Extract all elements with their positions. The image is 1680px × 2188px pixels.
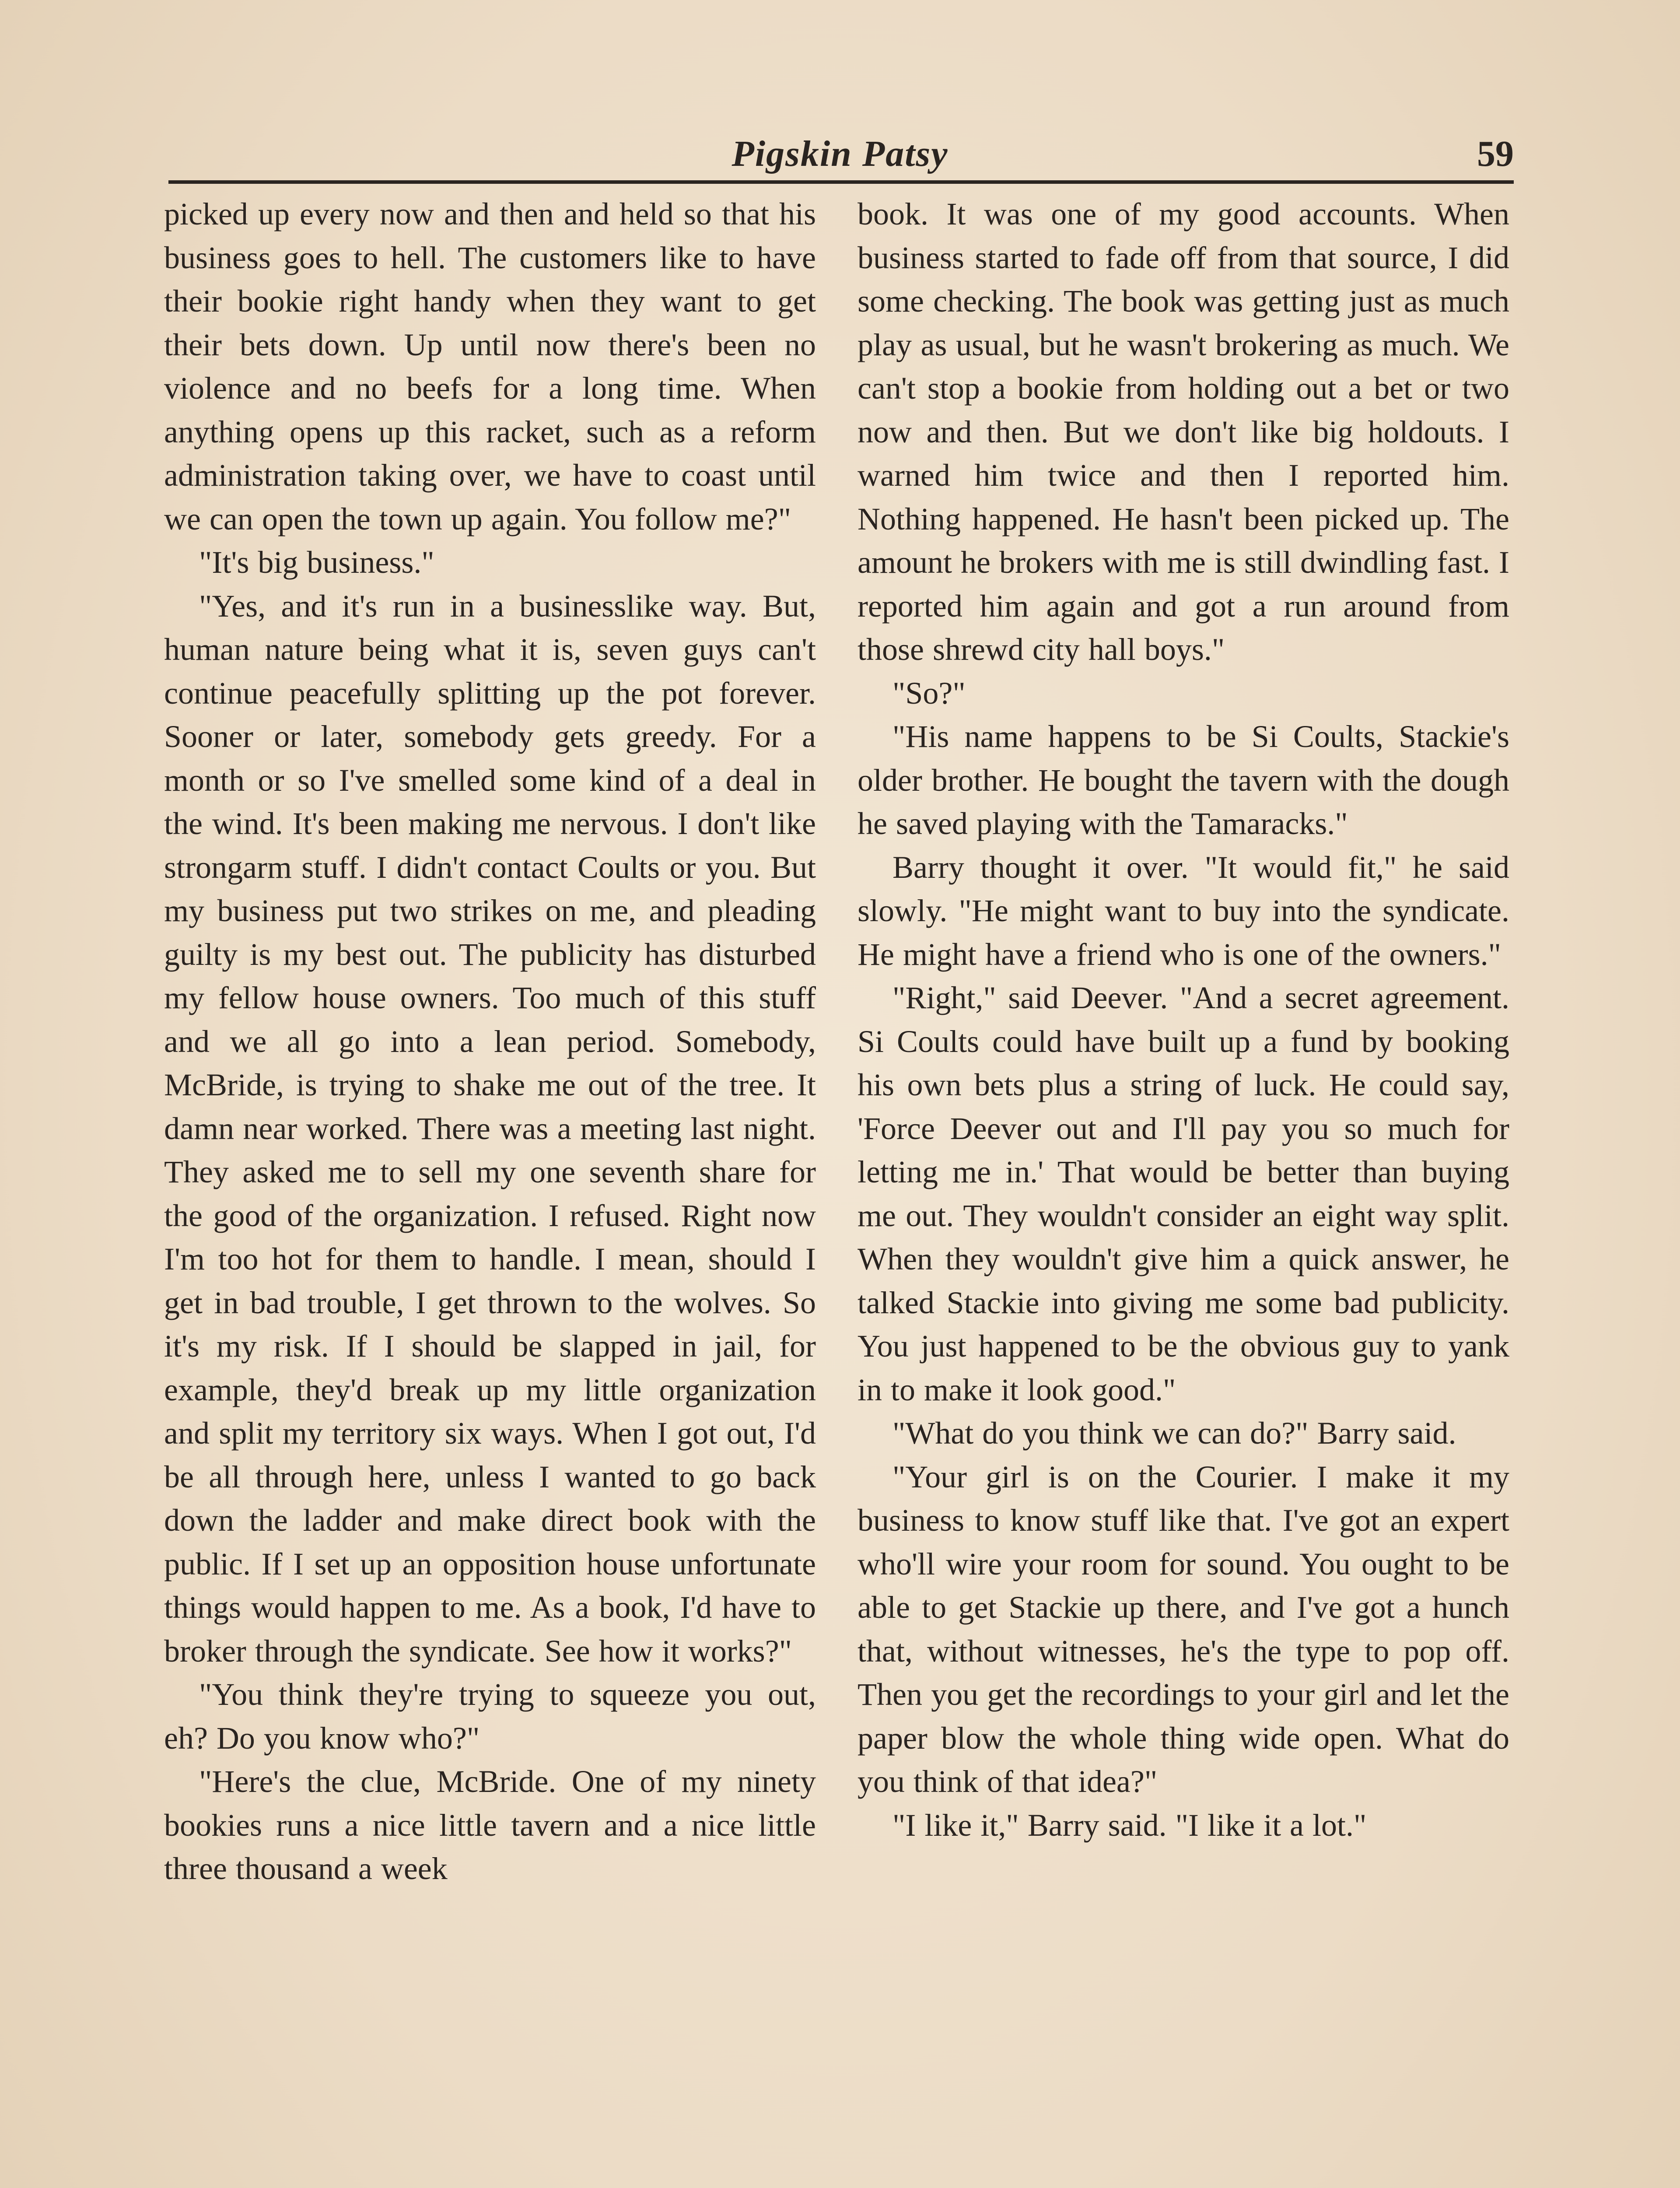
paragraph: "I like it," Barry said. "I like it a lot." — [892, 1807, 1367, 1843]
paragraph: "What do you think we can do?" Barry said. — [892, 1416, 1456, 1451]
header-rule — [168, 180, 1514, 184]
paragraph: "Yes, and it's run in a businesslike way. But, human nature being what it is, seven guys can't continue peacefully splitting up the pot forever. Sooner or later, somebody gets greedy. For a month or so I've smelled some kind of a deal in the wind. It's been making me nervous. I don't like strongarm stuff. I didn't contact Coults or you. But my business put two strikes on me, and pleading guilty is my best out. The publicity has disturbed my fellow house owners. Too much of this stuff and we all go into a lean period. Somebody, McBride, is trying to shake me out of the tree. It damn near worked. There was a meeting last night. They asked me to sell my one seventh share for the good of the organization. I refused. Right now I'm too hot for them to handle. I mean, should I get in bad trouble, I get thrown to the wolves. So it's my risk. If I should be slapped in jail, for example, they'd break up my little organization and split my territory six ways. When I got out, I'd be all through here, unless I wanted to go back down the ladder and make direct book with the public. If I set up an opposition house unfortunate things would happen to me. As a book, I'd have to broker through the syndicate. See how it works?" — [164, 588, 816, 1669]
paragraph: "Here's the clue, McBride. One of my ninety bookies runs a nice little tavern and a nice little three thousand a week — [164, 1764, 816, 1886]
paragraph: Barry thought it over. "It would fit," he said slowly. "He might want to buy into the syndicate. He might have a friend who is one of the owners." — [858, 849, 1509, 972]
page-number: 59 — [1477, 133, 1514, 174]
paragraph: "It's big business." — [199, 545, 434, 580]
page-header — [166, 128, 1514, 180]
right-column — [858, 193, 1509, 1847]
paragraph: picked up every now and then and held so that his business goes to hell. The customers like to have their bookie right handy when they want to get their bets down. Up until now there's been no violence and no beefs for a long time. When anything opens up this racket, such as a reform administration taking over, we have to coast until we can open the town up again. You follow me?" — [164, 196, 816, 536]
left-column — [164, 193, 816, 1891]
paragraph: book. It was one of my good accounts. When business started to fade off from that source, I did some checking. The book was getting just as much play as usual, but he wasn't brokering as much. We can't stop a bookie from holding out a bet or two now and then. But we don't like big holdouts. I warned him twice and then I reported him. Nothing happened. He hasn't been picked up. The amount he brokers with me is still dwindling fast. I reported him again and got a run around from those shrewd city hall boys." — [858, 196, 1509, 667]
paragraph: "Right," said Deever. "And a secret agreement. Si Coults could have built up a fund by booking his own bets plus a string of luck. He could say, 'Force Deever out and I'll pay you so much for letting me in.' That would be better than buying me out. They wouldn't consider an eight way split. When they wouldn't give him a quick answer, he talked Stackie into giving me some bad publicity. You just happened to be the obvious guy to yank in to make it look good." — [858, 980, 1509, 1407]
paragraph: "Your girl is on the Courier. I make it my business to know stuff like that. I've got an expert who'll wire your room for sound. You ought to be able to get Stackie up there, and I've got a hunch that, without witnesses, he's the type to pop off. Then you get the recordings to your girl and let the paper blow the whole thing wide open. What do you think of that idea?" — [858, 1459, 1509, 1799]
paragraph: "So?" — [892, 675, 966, 711]
running-title: Pigskin Patsy — [732, 133, 948, 174]
paragraph: "You think they're trying to squeeze you out, eh? Do you know who?" — [164, 1677, 816, 1756]
paragraph: "His name happens to be Si Coults, Stackie's older brother. He bought the tavern with the dough he saved playing with the Tamaracks." — [858, 719, 1509, 841]
